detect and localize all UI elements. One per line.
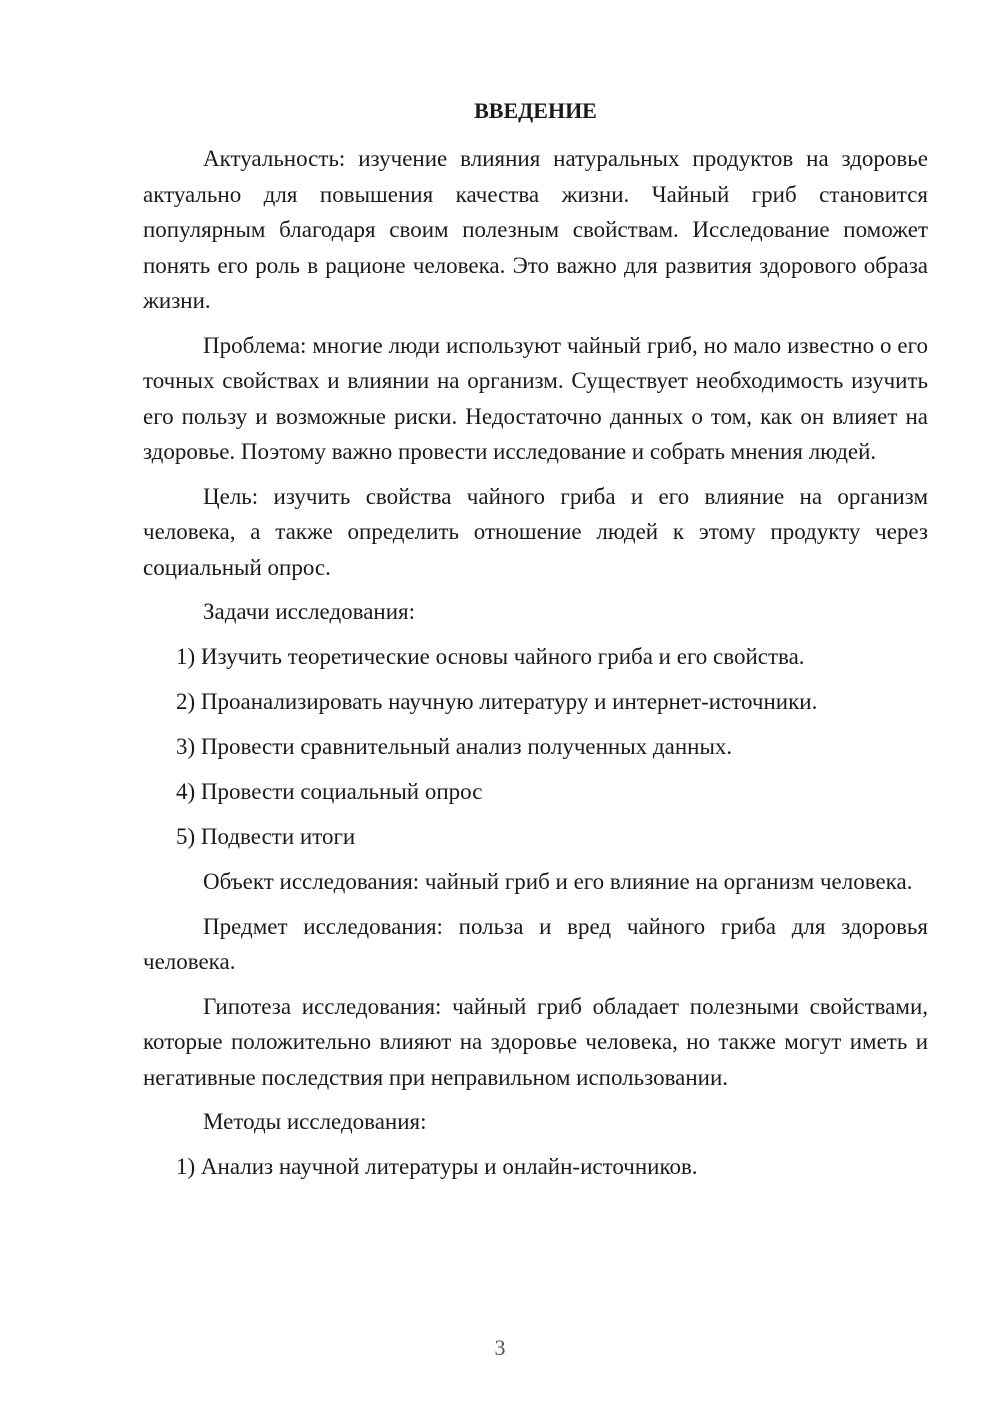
- paragraph-subject: Предмет исследования: польза и вред чайного гриба для здоровья человека.: [143, 913, 928, 974]
- list-item: 1) Анализ научной литературы и онлайн-источников.: [176, 1154, 698, 1179]
- paragraph-hypothesis: Гипотеза исследования: чайный гриб обладает полезными свойствами, которые положительно влияют на здоровье человека, но также могут иметь и негативные последствия при неправильном использовании.: [143, 993, 928, 1090]
- methods-heading: Методы исследования:: [203, 1109, 427, 1134]
- section-title: ВВЕДЕНИЕ: [474, 98, 597, 123]
- tasks-list: [143, 639, 928, 855]
- list-item: 3) Провести сравнительный анализ полученных данных.: [176, 734, 733, 759]
- paragraph-relevance: Актуальность: изучение влияния натуральных продуктов на здоровье актуально для повышения качества жизни. Чайный гриб становится популярным благодаря своим полезным свойствам. Исследование поможет понять его роль в рационе человека. Это важно для развития здорового образа жизни.: [143, 146, 928, 313]
- document-body: [143, 141, 928, 1194]
- list-item: 4) Провести социальный опрос: [176, 779, 483, 804]
- tasks-heading: Задачи исследования:: [203, 599, 416, 624]
- paragraph-goal: Цель: изучить свойства чайного гриба и его влияние на организм человека, а также определить отношение людей к этому продукту через социальный опрос.: [143, 483, 928, 580]
- methods-list: [143, 1149, 928, 1185]
- paragraph-problem: Проблема: многие люди используют чайный гриб, но мало известно о его точных свойствах и влиянии на организм. Существует необходимость изучить его пользу и возможные риски. Недостаточно данных о том, как он влияет на здоровье. Поэтому важно провести исследование и собрать мнения людей.: [143, 332, 928, 464]
- list-item: 2) Проанализировать научную литературу и интернет-источники.: [176, 689, 818, 714]
- page-number: 3: [494, 1335, 506, 1360]
- paragraph-object: Объект исследования: чайный гриб и его влияние на организм человека.: [203, 869, 913, 894]
- list-item: 1) Изучить теоретические основы чайного гриба и его свойства.: [176, 644, 805, 669]
- list-item: 5) Подвести итоги: [176, 824, 356, 849]
